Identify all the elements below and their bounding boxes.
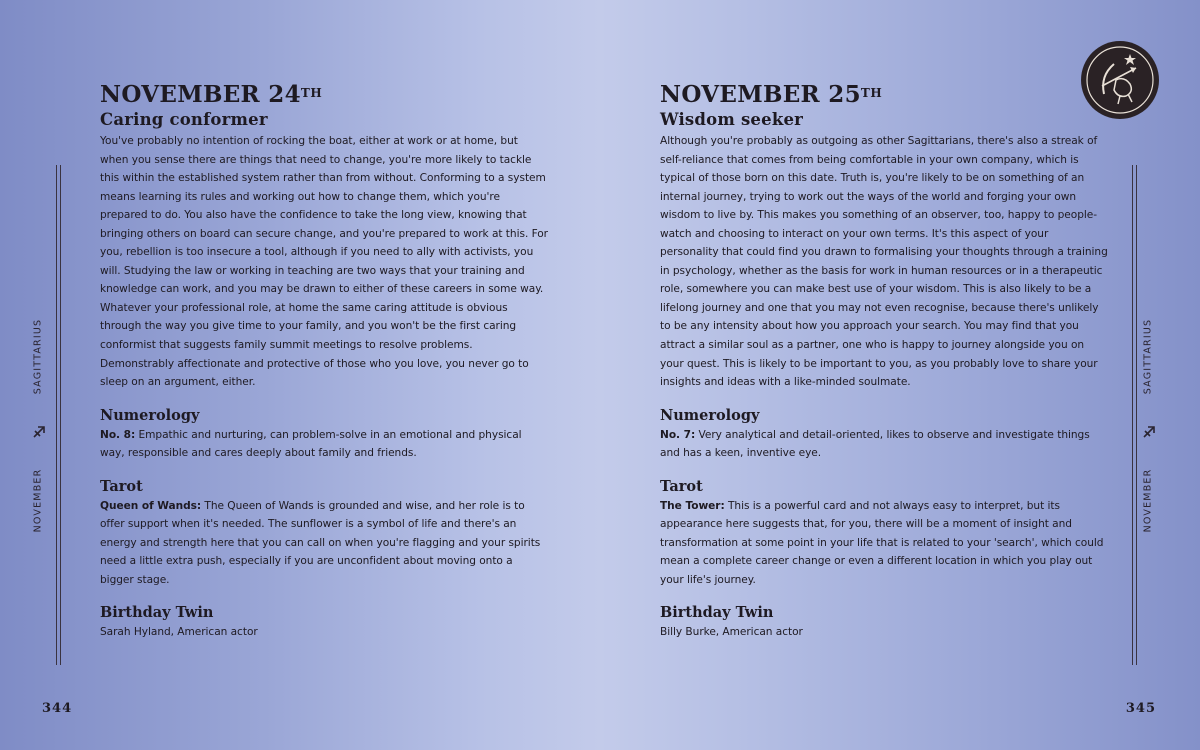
sagittarius-arrow-icon xyxy=(1142,425,1156,439)
right-birthday-twin-heading: Birthday Twin xyxy=(660,604,774,622)
right-page xyxy=(600,0,1200,750)
right-side-rule xyxy=(1132,165,1137,665)
left-tarot-paragraph xyxy=(100,497,548,590)
right-side-tab xyxy=(1130,165,1160,665)
left-birthday-twin-heading: Birthday Twin xyxy=(100,604,214,622)
left-side-rule xyxy=(56,165,61,665)
left-body: You've probably no intention of rocking the boat, either at work or at home, but when you sense there are things that need to change, you're more likely to tackle this within the established system rather than from without. Conforming to a system means learning its rules and working out how to change them, which you're prepared to do. You also have the confidence to take the long view, knowing that bringing others on board can secure change, and you're prepared to work at this. For you, rebellion is too insecure a tool, although if you need to ally with activists, you will. Studying the law or working in teaching are two ways that your training and knowledge can work, and you may be drawn to either of these careers in some way. Whatever your professional role, at home the same caring attitude is obvious through the way you give time to your family, and you won't be the first caring conformist that suggests family summit meetings to resolve problems. Demonstrably affectionate and protective of those who you love, you never go to sleep on an argument, either. xyxy=(100,135,548,389)
right-date-text: NOVEMBER 25 xyxy=(660,81,861,108)
left-page-number: 344 xyxy=(42,701,73,716)
right-body: Although you're probably as outgoing as other Sagittarians, there's also a streak of self-reliance that comes from being comfortable in your own company, which is typical of those born on this date. Truth is, you're likely to be on something of an internal journey, trying to work out the ways of the world and forging your own wisdom to live by. This makes you something of an observer, too, happy to people-watch and choosing to interact on your own terms. It's this aspect of your personality that could find you drawn to formalising your thoughts through a training in psychology, whether as the basis for work in human resources or in a therapeutic role, somewhere you can make best use of your wisdom. This is also likely to be a lifelong journey and one that you may not even recognise, because there's unlikely to be any intensity about how you approach your search. You may find that you attract a similar soul as a partner, one who is happy to journey alongside you on your quest. This is likely to be important to you, as you probably love to share your insights and ideas with a like-minded soulmate. xyxy=(660,135,1108,389)
left-subtitle: Caring conformer xyxy=(100,110,268,129)
left-side-month-label: NOVEMBER xyxy=(32,468,44,533)
right-tarot-lead: The Tower: xyxy=(660,499,725,512)
right-page-number: 345 xyxy=(1125,701,1156,716)
sagittarius-archer-icon xyxy=(1080,40,1160,120)
right-birthday-twin-text: Billy Burke, American actor xyxy=(660,626,803,639)
left-numerology-lead: No. 8: xyxy=(100,428,136,441)
right-numerology-heading: Numerology xyxy=(660,406,760,424)
left-date-suffix: TH xyxy=(300,86,323,100)
right-numerology-lead: No. 7: xyxy=(660,428,696,441)
right-subtitle: Wisdom seeker xyxy=(660,110,804,129)
right-date-suffix: TH xyxy=(860,86,883,100)
left-numerology-heading: Numerology xyxy=(100,406,200,424)
right-side-month-label: NOVEMBER xyxy=(1142,468,1154,533)
right-tarot-heading: Tarot xyxy=(660,477,703,495)
right-side-sign-label: SAGITTARIUS xyxy=(1142,318,1154,395)
right-date-heading xyxy=(660,82,1108,108)
right-numerology-text: Very analytical and detail-oriented, likes to observe and investigate things and has a keen, inventive eye. xyxy=(660,428,1090,460)
left-tarot-heading: Tarot xyxy=(100,477,143,495)
left-numerology-text: Empathic and nurturing, can problem-solve in an emotional and physical way, responsible and cares deeply about family and friends. xyxy=(100,428,522,460)
right-entry xyxy=(660,82,1108,642)
right-numerology-paragraph xyxy=(660,426,1108,463)
left-tarot-text: The Queen of Wands is grounded and wise, and her role is to offer support when it's needed. The sunflower is a symbol of life and there's an energy and strength here that you can call on when you're flagging and your spirits need a little extra push, especially if you are unconfident about moving onto a bigger stage. xyxy=(100,499,541,586)
left-date-text: NOVEMBER 24 xyxy=(100,81,301,108)
left-tarot-lead: Queen of Wands: xyxy=(100,499,202,512)
sagittarius-arrow-icon xyxy=(32,425,46,439)
left-side-tab xyxy=(30,165,60,665)
left-entry xyxy=(100,82,548,642)
left-date-heading xyxy=(100,82,548,108)
right-tarot-text: This is a powerful card and not always easy to interpret, but its appearance here suggests that, for you, there will be a moment of insight and transformation at some point in your life that is related to your 'search', which could mean a complete career change or even a different location in which you play out your life's journey. xyxy=(660,499,1104,586)
left-side-sign-label: SAGITTARIUS xyxy=(32,318,44,395)
left-numerology-paragraph xyxy=(100,426,548,463)
right-tarot-paragraph xyxy=(660,497,1108,590)
left-birthday-twin-text: Sarah Hyland, American actor xyxy=(100,626,258,639)
